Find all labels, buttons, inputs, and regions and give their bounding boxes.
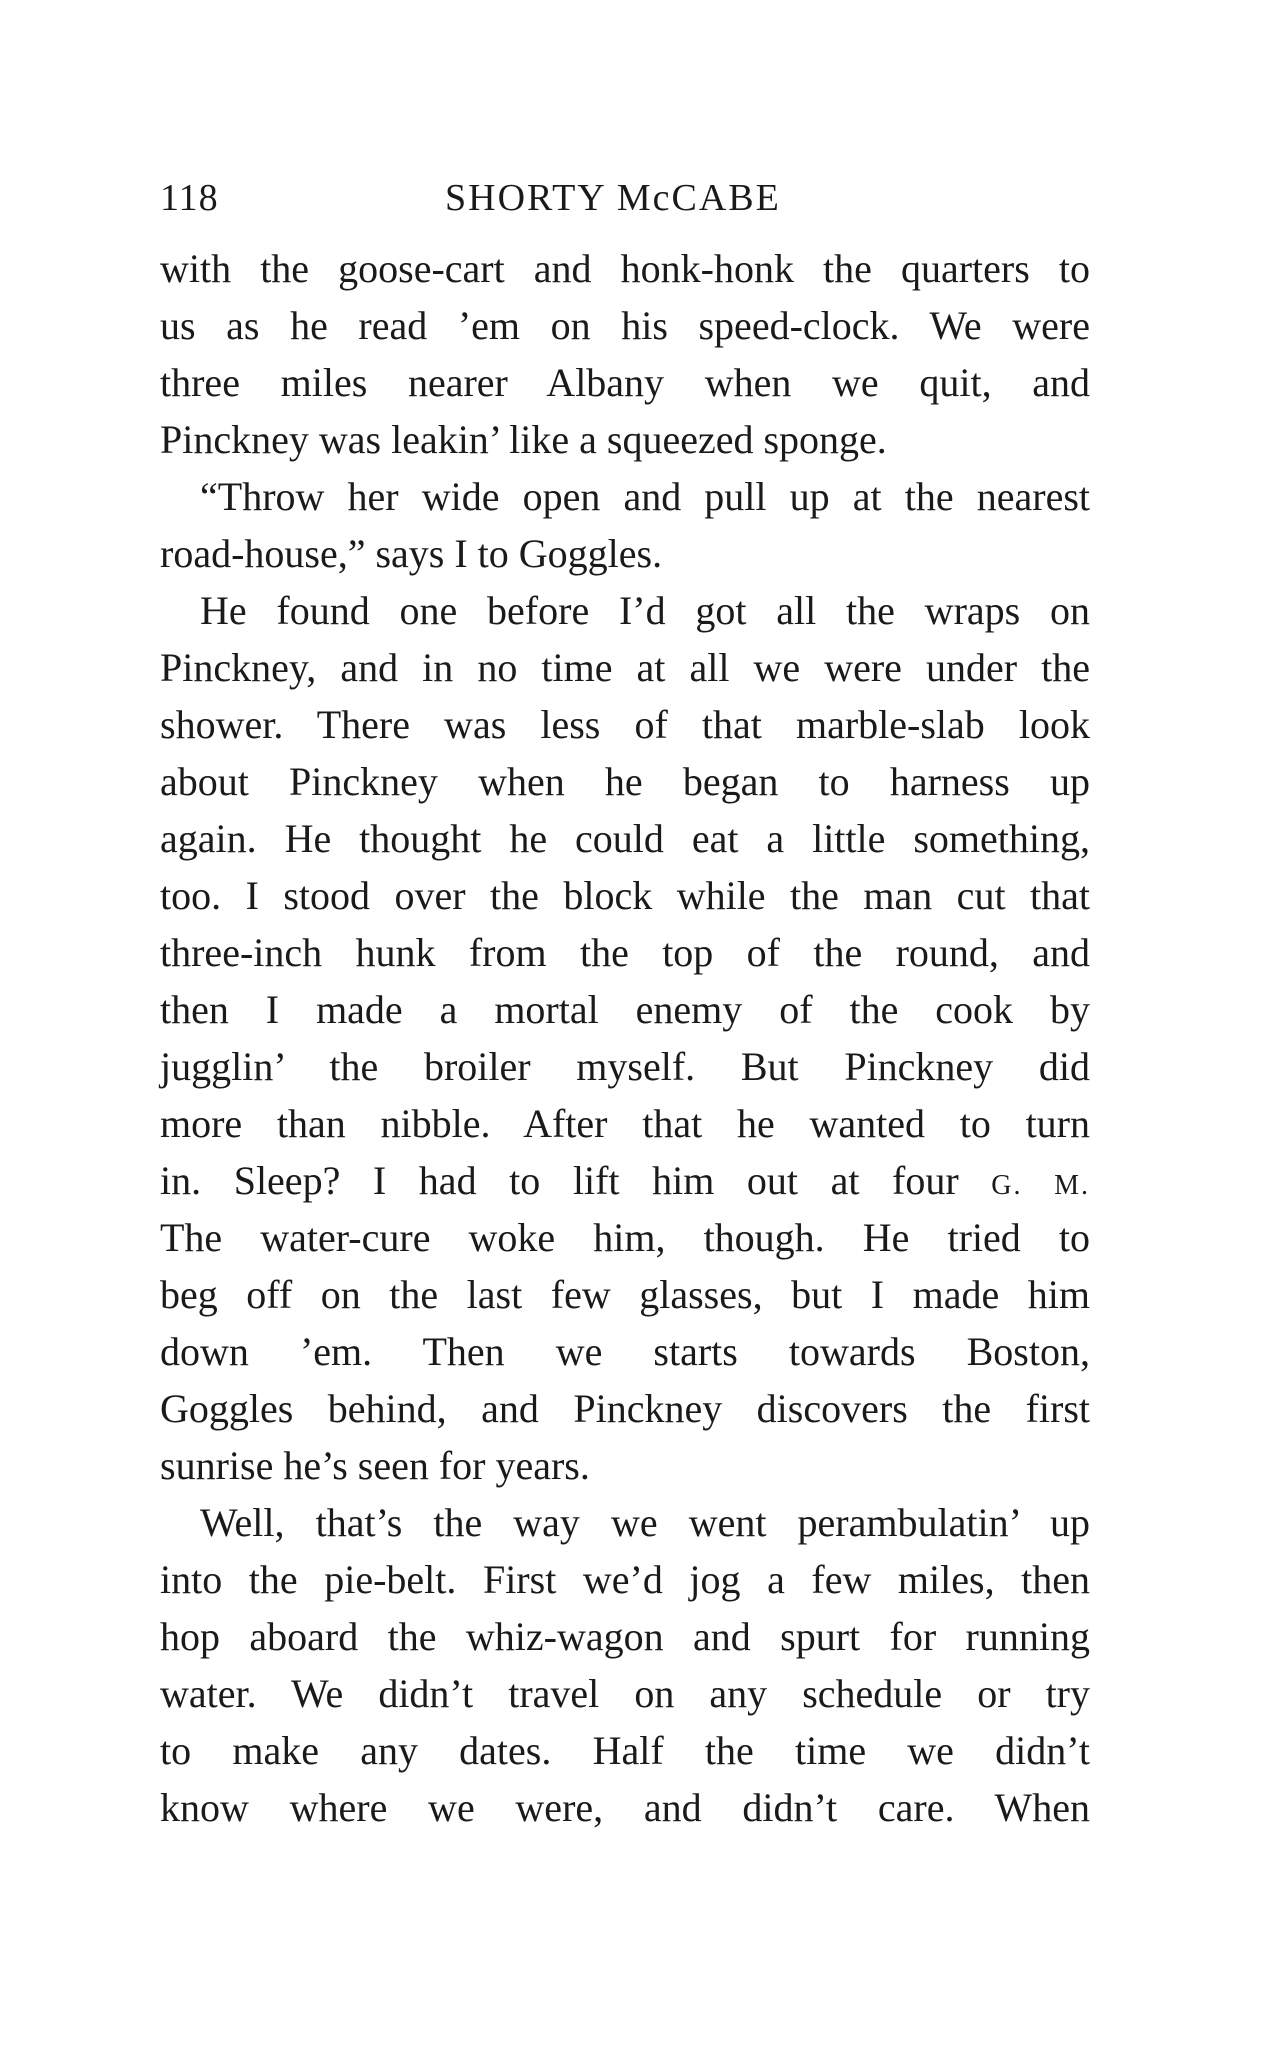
text-line-main: in. Sleep? I had to lift him out at four: [160, 1158, 959, 1203]
text-line: then I made a mortal enemy of the cook by: [160, 987, 1090, 1032]
body-text: [160, 240, 1090, 1836]
text-line: to make any dates. Half the time we didn’t: [160, 1728, 1090, 1773]
text-line: again. He thought he could eat a little something,: [160, 816, 1090, 861]
paragraph: [160, 1494, 1090, 1836]
text-line: three miles nearer Albany when we quit, and: [160, 360, 1090, 405]
text-line: with the goose-cart and honk-honk the quarters to: [160, 246, 1090, 291]
paragraph: [160, 240, 1090, 468]
text-line: He found one before I’d got all the wraps on: [200, 588, 1090, 633]
text-line: about Pinckney when he began to harness up: [160, 759, 1090, 804]
text-line: road-house,” says I to Goggles.: [160, 531, 663, 576]
text-line: Pinckney was leakin’ like a squeezed sponge.: [160, 417, 887, 462]
text-line: us as he read ’em on his speed-clock. We were: [160, 303, 1090, 348]
text-line: hop aboard the whiz-wagon and spurt for running: [160, 1614, 1090, 1659]
text-line-with-smallcaps: [160, 1152, 1090, 1209]
running-title: SHORTY McCABE: [445, 177, 781, 219]
text-line: three-inch hunk from the top of the round, and: [160, 930, 1090, 975]
text-line: Pinckney, and in no time at all we were under the: [160, 645, 1090, 690]
text-line: down ’em. Then we starts towards Boston,: [160, 1329, 1090, 1374]
text-line: jugglin’ the broiler myself. But Pinckney did: [160, 1044, 1090, 1089]
text-line: into the pie-belt. First we’d jog a few miles, then: [160, 1557, 1090, 1602]
paragraph: [160, 582, 1090, 1494]
book-page: [160, 168, 1090, 1836]
page-number: 118: [160, 177, 219, 219]
running-head: [160, 168, 1090, 228]
text-line: The water-cure woke him, though. He tried to: [160, 1215, 1090, 1260]
text-line: Well, that’s the way we went perambulatin’ up: [200, 1500, 1090, 1545]
text-line: “Throw her wide open and pull up at the nearest: [200, 474, 1090, 519]
paragraph: [160, 468, 1090, 582]
text-line: know where we were, and didn’t care. When: [160, 1785, 1090, 1830]
text-line: too. I stood over the block while the man cut that: [160, 873, 1090, 918]
text-line: more than nibble. After that he wanted to turn: [160, 1101, 1090, 1146]
smallcaps-abbreviation: G. M.: [991, 1170, 1090, 1201]
text-line: water. We didn’t travel on any schedule or try: [160, 1671, 1090, 1716]
text-line: Goggles behind, and Pinckney discovers the first: [160, 1386, 1090, 1431]
text-line: shower. There was less of that marble-slab look: [160, 702, 1090, 747]
text-line: sunrise he’s seen for years.: [160, 1443, 590, 1488]
text-line: beg off on the last few glasses, but I made him: [160, 1272, 1090, 1317]
